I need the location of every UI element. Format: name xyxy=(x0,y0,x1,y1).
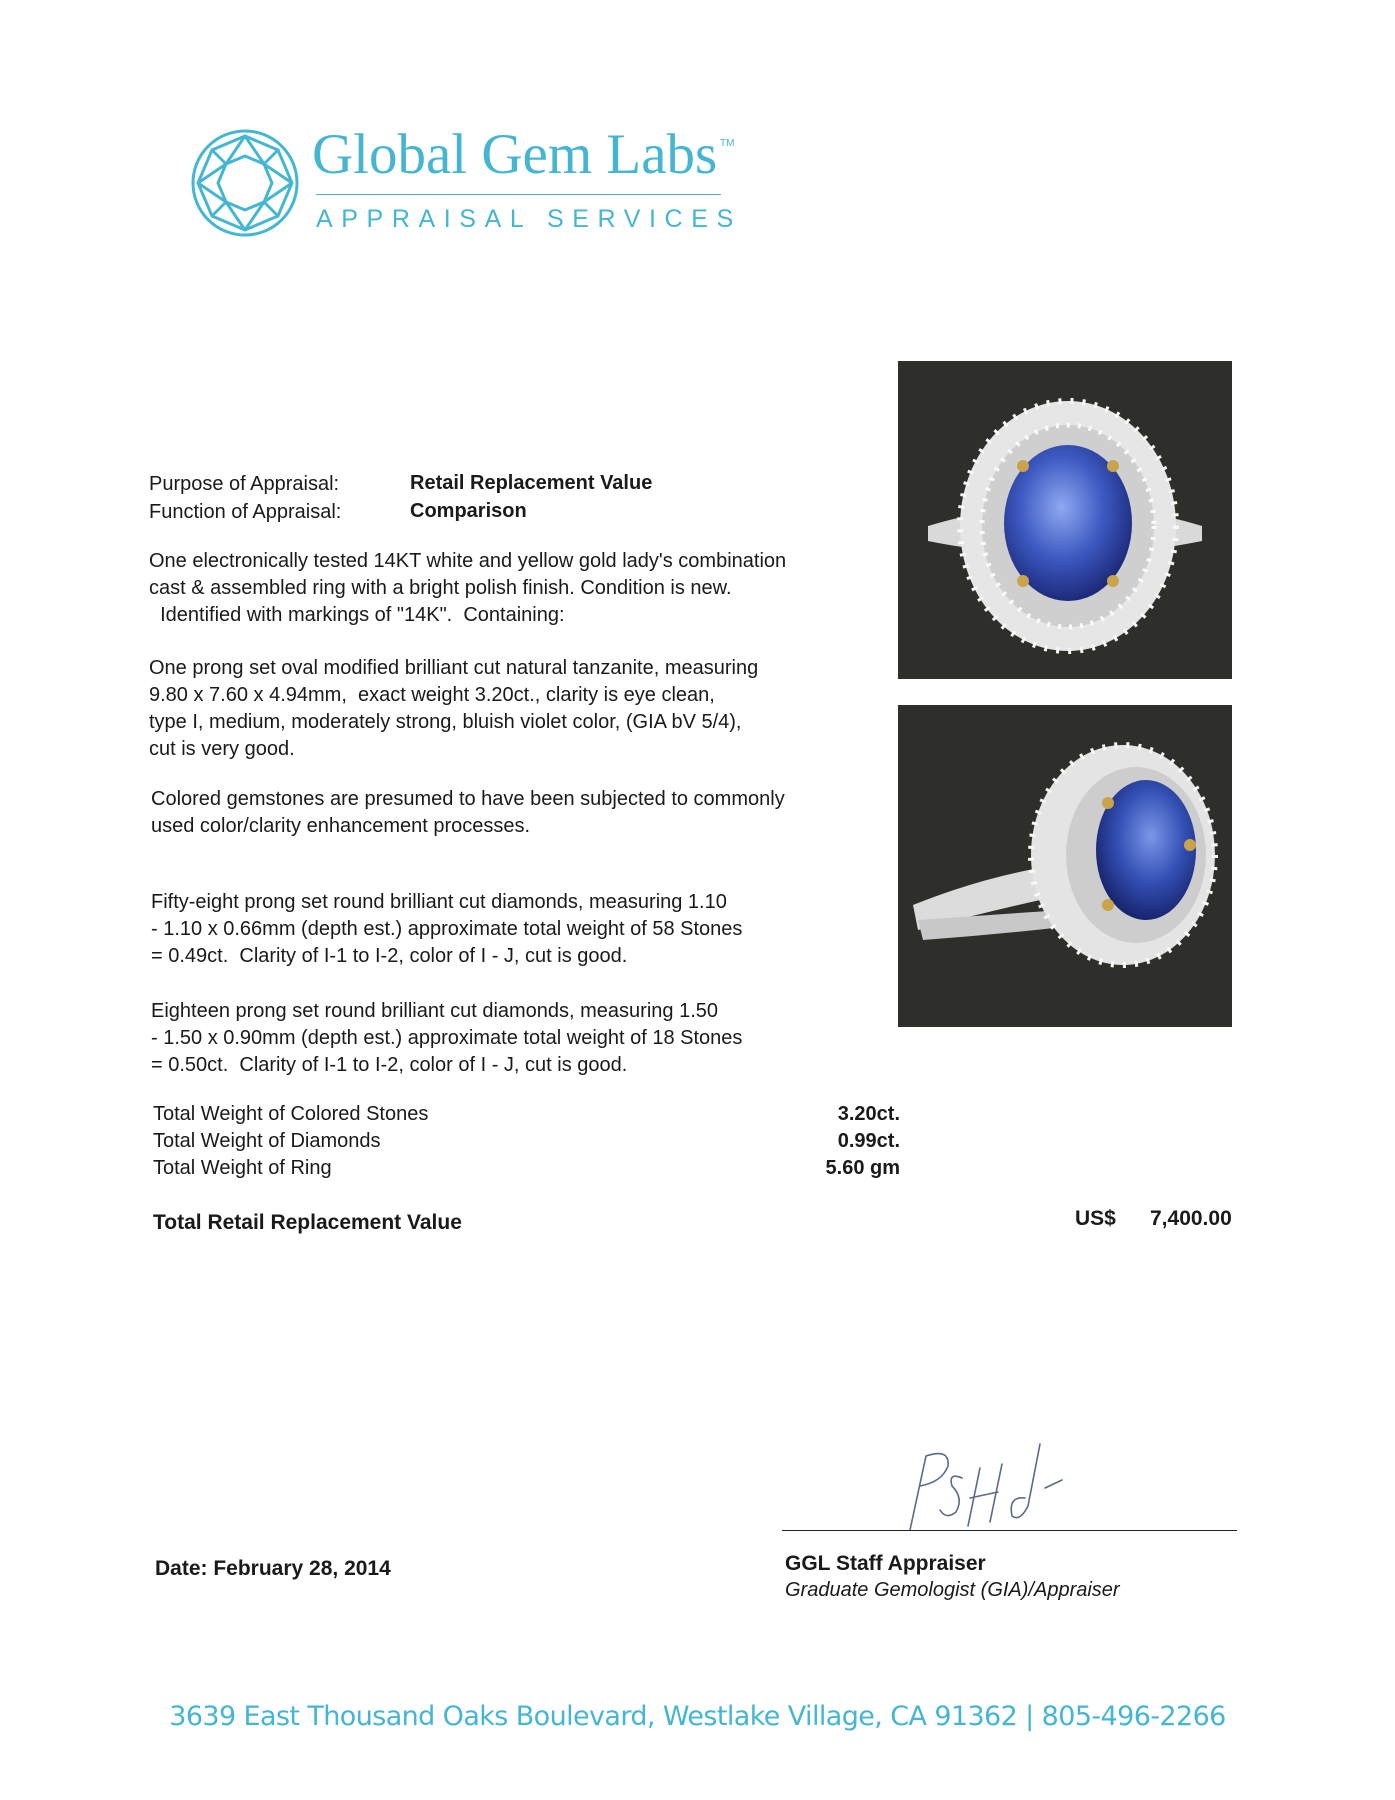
appraiser-credential: Graduate Gemologist (GIA)/Appraiser xyxy=(785,1579,1120,1601)
footer-address: 3639 East Thousand Oaks Boulevard, Westlake Village, CA 91362 | 805-496-2266 xyxy=(169,1701,1226,1732)
tanzanite-description: One prong set oval modified brilliant cut natural tanzanite, measuring 9.80 x 7.60 x 4.94mm, exact weight 3.20ct., clarity is eye clean, type I, medium, moderately strong, bluish violet color, (GIA bV 5/4), cut is very good. xyxy=(149,657,759,760)
total-ring-label: Total Weight of Ring xyxy=(153,1157,332,1179)
company-subtitle: APPRAISAL SERVICES xyxy=(316,205,742,233)
total-diamonds-value: 0.99ct. xyxy=(837,1130,900,1152)
function-value: Comparison xyxy=(410,500,527,522)
total-colored-label: Total Weight of Colored Stones xyxy=(153,1103,429,1125)
appraisal-date: Date: February 28, 2014 xyxy=(155,1557,391,1580)
gem-logo-icon xyxy=(190,128,300,238)
currency-label: US$ xyxy=(1075,1207,1116,1230)
logo-divider xyxy=(316,194,721,195)
total-retail-label: Total Retail Replacement Value xyxy=(153,1211,462,1234)
appraiser-signature xyxy=(890,1438,1070,1538)
diamonds-18-description: Eighteen prong set round brilliant cut diamonds, measuring 1.50 - 1.50 x 0.90mm (depth est.) approximate total weight of 18 Stones = 0.50ct. Clarity of I-1 to I-2, color of I - J, cut is good. xyxy=(151,1000,743,1076)
total-diamonds-label: Total Weight of Diamonds xyxy=(153,1130,381,1152)
signature-line xyxy=(782,1530,1237,1531)
ring-photo-top xyxy=(898,361,1232,679)
purpose-label: Purpose of Appraisal: xyxy=(149,473,340,495)
total-ring-value: 5.60 gm xyxy=(825,1157,900,1179)
diamonds-58-description: Fifty-eight prong set round brilliant cut diamonds, measuring 1.10 - 1.10 x 0.66mm (depth est.) approximate total weight of 58 Stones = 0.49ct. Clarity of I-1 to I-2, color of I - J, cut is good. xyxy=(151,891,743,967)
total-retail-value: 7,400.00 xyxy=(1150,1207,1232,1230)
appraiser-title: GGL Staff Appraiser xyxy=(785,1552,986,1575)
total-colored-value: 3.20ct. xyxy=(837,1103,900,1125)
trademark-mark: TM xyxy=(720,138,735,149)
purpose-value: Retail Replacement Value xyxy=(410,472,653,494)
colored-gem-note: Colored gemstones are presumed to have been subjected to commonly used color/clarity enhancement processes. xyxy=(151,788,785,837)
ring-photo-side xyxy=(898,705,1232,1027)
function-label: Function of Appraisal: xyxy=(149,501,342,523)
ring-description: One electronically tested 14KT white and yellow gold lady's combination cast & assembled ring with a bright polish finish. Condition is new. Identified with markings of "14K". Containing: xyxy=(149,550,787,626)
company-name: Global Gem Labs xyxy=(312,123,718,186)
